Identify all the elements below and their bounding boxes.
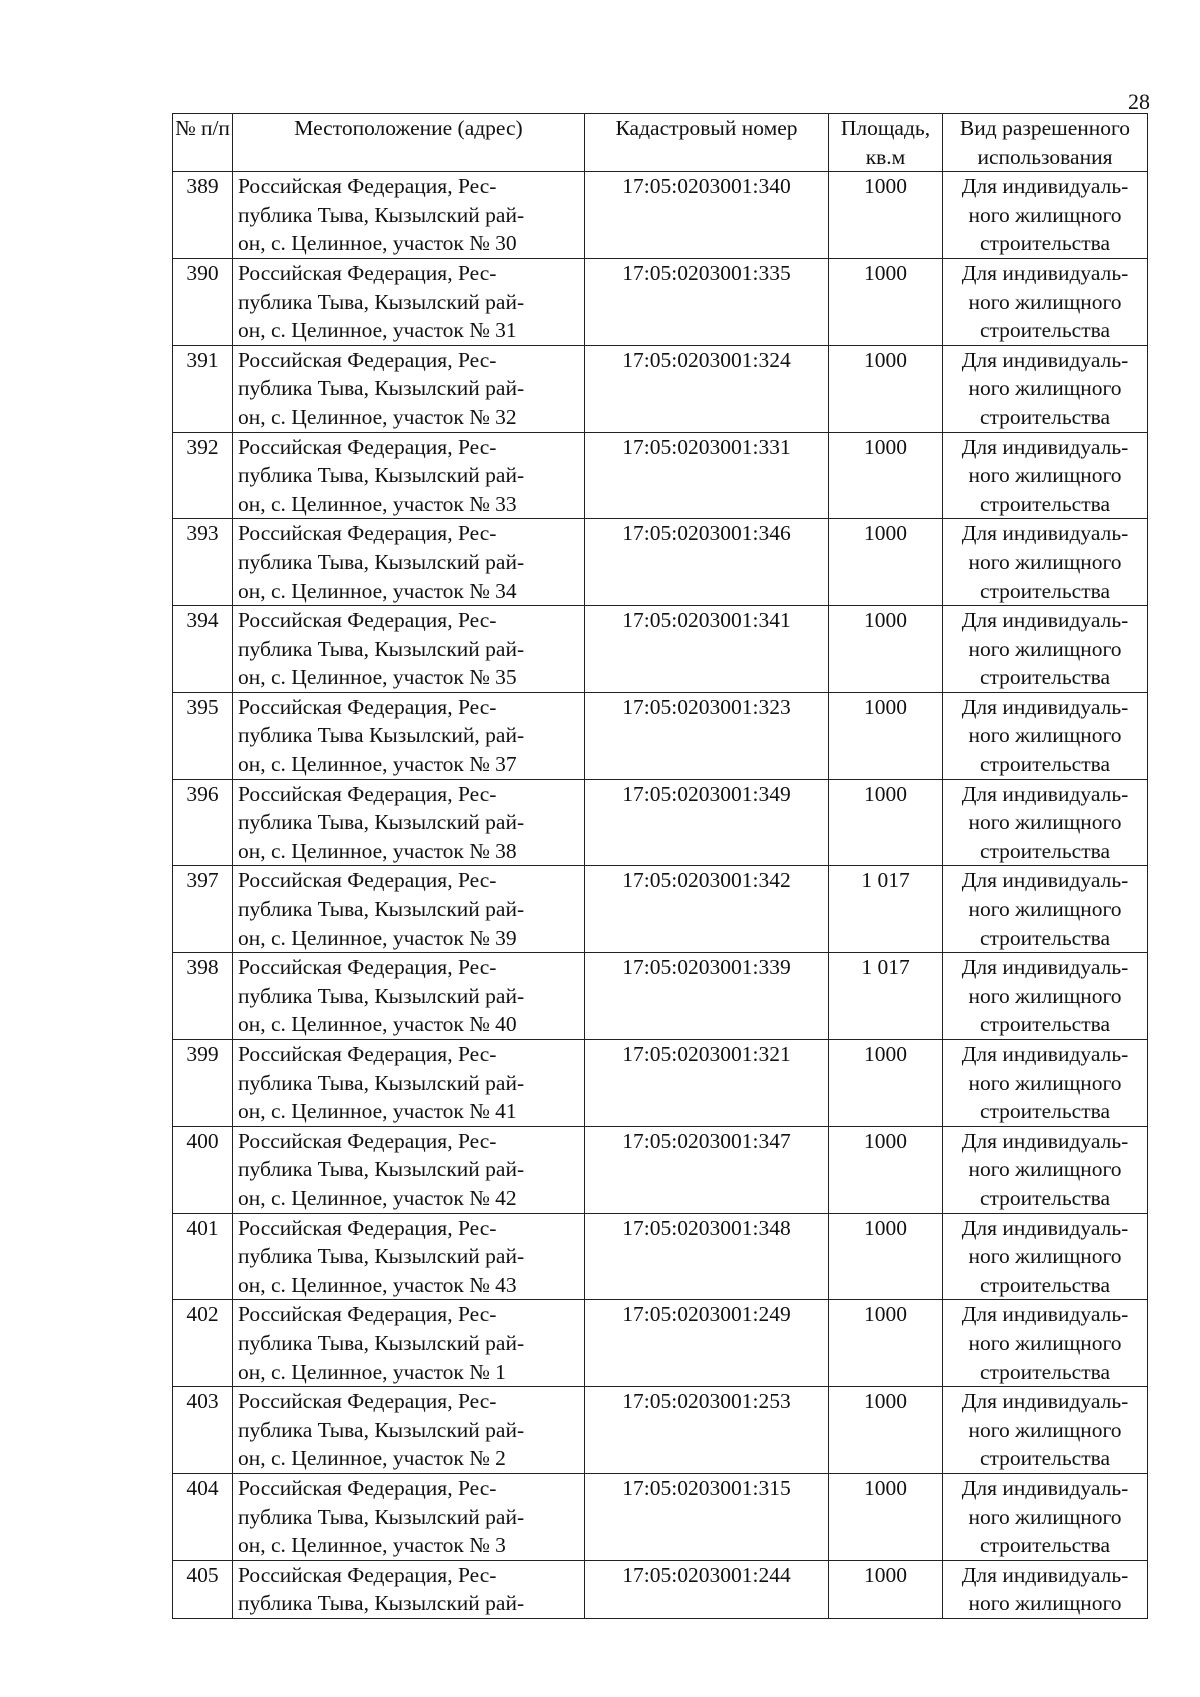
address-line: публика Тыва, Кызылский рай- — [238, 1070, 525, 1095]
address-line: он, с. Целинное, участок № 2 — [238, 1446, 506, 1471]
use-line: ного жилищного — [968, 202, 1122, 227]
header-cadastral-number: Кадастровый номер — [585, 114, 829, 172]
row-permitted-use — [943, 866, 1148, 953]
use-line: строительства — [979, 578, 1111, 603]
use-line: строительства — [979, 838, 1111, 863]
use-line: Для индивидуаль- — [961, 521, 1129, 546]
address-line: Российская Федерация, Рес- — [238, 781, 497, 806]
page-number: 28 — [1128, 89, 1150, 114]
row-number: 402 — [173, 1300, 233, 1387]
table-row — [173, 1473, 1148, 1560]
use-line: ного жилищного — [968, 549, 1122, 574]
use-line: ного жилищного — [968, 1157, 1122, 1182]
use-line: строительства — [979, 1533, 1111, 1558]
row-cadastral-number: 17:05:0203001:335 — [585, 258, 829, 345]
row-cadastral-number: 17:05:0203001:340 — [585, 172, 829, 259]
row-permitted-use — [943, 1213, 1148, 1300]
row-permitted-use — [943, 1473, 1148, 1560]
row-area: 1000 — [829, 1300, 943, 1387]
address-line: Российская Федерация, Рес- — [238, 955, 497, 980]
row-cadastral-number: 17:05:0203001:348 — [585, 1213, 829, 1300]
row-permitted-use — [943, 432, 1148, 519]
use-line: ного жилищного — [968, 1504, 1122, 1529]
row-address — [233, 779, 585, 866]
use-line: Для индивидуаль- — [961, 1128, 1129, 1153]
row-permitted-use — [943, 1126, 1148, 1213]
row-permitted-use — [943, 258, 1148, 345]
row-cadastral-number: 17:05:0203001:346 — [585, 519, 829, 606]
row-cadastral-number: 17:05:0203001:339 — [585, 953, 829, 1040]
row-address — [233, 1300, 585, 1387]
row-number: 400 — [173, 1126, 233, 1213]
address-line: публика Тыва, Кызылский рай- — [238, 202, 525, 227]
use-line: ного жилищного — [968, 636, 1122, 661]
use-line: строительства — [979, 404, 1111, 429]
address-line: он, с. Целинное, участок № 41 — [238, 1099, 517, 1124]
use-line: строительства — [979, 1446, 1111, 1471]
row-permitted-use — [943, 1560, 1148, 1618]
table-row — [173, 1300, 1148, 1387]
row-number: 390 — [173, 258, 233, 345]
row-area: 1000 — [829, 606, 943, 693]
header-area: Площадь, кв.м — [829, 114, 943, 172]
table-row — [173, 258, 1148, 345]
row-cadastral-number: 17:05:0203001:324 — [585, 345, 829, 432]
use-line: строительства — [979, 1272, 1111, 1297]
row-area: 1000 — [829, 1387, 943, 1474]
table-row — [173, 1126, 1148, 1213]
row-address — [233, 345, 585, 432]
use-line: строительства — [979, 752, 1111, 777]
use-line: ного жилищного — [968, 1591, 1122, 1616]
table-row — [173, 606, 1148, 693]
row-address — [233, 258, 585, 345]
address-line: он, с. Целинное, участок № 34 — [238, 578, 517, 603]
row-permitted-use — [943, 779, 1148, 866]
row-number: 403 — [173, 1387, 233, 1474]
address-line: Российская Федерация, Рес- — [238, 434, 497, 459]
row-cadastral-number: 17:05:0203001:321 — [585, 1040, 829, 1127]
row-area: 1000 — [829, 258, 943, 345]
address-line: Российская Федерация, Рес- — [238, 174, 497, 199]
table-row — [173, 692, 1148, 779]
row-cadastral-number: 17:05:0203001:341 — [585, 606, 829, 693]
row-cadastral-number: 17:05:0203001:244 — [585, 1560, 829, 1618]
row-address — [233, 1040, 585, 1127]
address-line: Российская Федерация, Рес- — [238, 1389, 497, 1414]
table-row — [173, 345, 1148, 432]
row-number: 391 — [173, 345, 233, 432]
address-line: публика Тыва, Кызылский рай- — [238, 1244, 525, 1269]
address-line: он, с. Целинное, участок № 30 — [238, 231, 517, 256]
row-area: 1000 — [829, 1213, 943, 1300]
row-number: 404 — [173, 1473, 233, 1560]
row-cadastral-number: 17:05:0203001:315 — [585, 1473, 829, 1560]
table-row — [173, 1560, 1148, 1618]
address-line: публика Тыва, Кызылский рай- — [238, 1157, 525, 1182]
use-line: ного жилищного — [968, 1417, 1122, 1442]
address-line: публика Тыва, Кызылский рай- — [238, 636, 525, 661]
address-line: Российская Федерация, Рес- — [238, 1215, 497, 1240]
row-area: 1000 — [829, 1126, 943, 1213]
address-line: публика Тыва, Кызылский рай- — [238, 897, 525, 922]
address-line: Российская Федерация, Рес- — [238, 868, 497, 893]
header-address: Местоположение (адрес) — [233, 114, 585, 172]
table-row — [173, 779, 1148, 866]
address-line: Российская Федерация, Рес- — [238, 1562, 497, 1587]
address-line: Российская Федерация, Рес- — [238, 1128, 497, 1153]
row-address — [233, 866, 585, 953]
table-row — [173, 953, 1148, 1040]
row-permitted-use — [943, 519, 1148, 606]
row-address — [233, 1473, 585, 1560]
row-number: 393 — [173, 519, 233, 606]
use-line: строительства — [979, 231, 1111, 256]
row-address — [233, 519, 585, 606]
use-line: ного жилищного — [968, 897, 1122, 922]
use-line: Для индивидуаль- — [961, 347, 1129, 372]
row-permitted-use — [943, 953, 1148, 1040]
table-row — [173, 1213, 1148, 1300]
address-line: он, с. Целинное, участок № 40 — [238, 1012, 517, 1037]
land-plots-table — [172, 113, 1148, 1619]
row-area: 1000 — [829, 779, 943, 866]
address-line: Российская Федерация, Рес- — [238, 1042, 497, 1066]
use-line: ного жилищного — [968, 1244, 1122, 1269]
row-area: 1000 — [829, 692, 943, 779]
address-line: публика Тыва, Кызылский рай- — [238, 1330, 525, 1355]
use-line: Для индивидуаль- — [961, 1389, 1129, 1414]
address-line: публика Тыва, Кызылский рай- — [238, 1591, 525, 1616]
row-number: 394 — [173, 606, 233, 693]
row-address — [233, 1560, 585, 1618]
row-address — [233, 432, 585, 519]
address-line: публика Тыва, Кызылский рай- — [238, 289, 525, 314]
row-permitted-use — [943, 692, 1148, 779]
row-permitted-use — [943, 172, 1148, 259]
row-permitted-use — [943, 345, 1148, 432]
header-permitted-use: Вид разрешенного использования — [943, 114, 1148, 172]
row-number: 396 — [173, 779, 233, 866]
row-permitted-use — [943, 1040, 1148, 1127]
table-row — [173, 1040, 1148, 1127]
address-line: публика Тыва, Кызылский рай- — [238, 1417, 525, 1442]
use-line: Для индивидуаль- — [961, 868, 1129, 893]
use-line: ного жилищного — [968, 376, 1122, 401]
use-line: Для индивидуаль- — [961, 174, 1129, 199]
row-permitted-use — [943, 606, 1148, 693]
table-row — [173, 1387, 1148, 1474]
address-line: публика Тыва, Кызылский рай- — [238, 376, 525, 401]
row-area: 1000 — [829, 1560, 943, 1618]
address-line: он, с. Целинное, участок № 38 — [238, 838, 517, 863]
address-line: Российская Федерация, Рес- — [238, 694, 497, 719]
row-number: 389 — [173, 172, 233, 259]
address-line: он, с. Целинное, участок № 1 — [238, 1359, 506, 1384]
use-line: Для индивидуаль- — [961, 608, 1129, 633]
use-line: строительства — [979, 1099, 1111, 1124]
row-address — [233, 606, 585, 693]
use-line: строительства — [979, 665, 1111, 690]
address-line: публика Тыва Кызылский, рай- — [238, 723, 525, 748]
row-address — [233, 172, 585, 259]
address-line: публика Тыва, Кызылский рай- — [238, 983, 525, 1008]
address-line: Российская Федерация, Рес- — [238, 1302, 497, 1327]
row-address — [233, 692, 585, 779]
row-number: 395 — [173, 692, 233, 779]
row-cadastral-number: 17:05:0203001:349 — [585, 779, 829, 866]
row-address — [233, 953, 585, 1040]
address-line: публика Тыва, Кызылский рай- — [238, 810, 525, 835]
row-number: 398 — [173, 953, 233, 1040]
header-number: № п/п — [173, 114, 233, 172]
use-line: ного жилищного — [968, 463, 1122, 488]
address-line: он, с. Целинное, участок № 39 — [238, 925, 517, 950]
address-line: публика Тыва, Кызылский рай- — [238, 1504, 525, 1529]
use-line: Для индивидуаль- — [961, 1215, 1129, 1240]
use-line: строительства — [979, 1359, 1111, 1384]
table-row — [173, 172, 1148, 259]
use-line: ного жилищного — [968, 983, 1122, 1008]
address-line: публика Тыва, Кызылский рай- — [238, 463, 525, 488]
row-area: 1000 — [829, 1473, 943, 1560]
address-line: он, с. Целинное, участок № 43 — [238, 1272, 517, 1297]
row-address — [233, 1213, 585, 1300]
address-line: Российская Федерация, Рес- — [238, 521, 497, 546]
use-line: Для индивидуаль- — [961, 781, 1129, 806]
address-line: он, с. Целинное, участок № 37 — [238, 752, 517, 777]
table-header — [173, 114, 1148, 172]
address-line: он, с. Целинное, участок № 31 — [238, 318, 517, 343]
table-body — [173, 172, 1148, 1619]
use-line: ного жилищного — [968, 289, 1122, 314]
use-line: ного жилищного — [968, 1330, 1122, 1355]
row-number: 397 — [173, 866, 233, 953]
address-line: Российская Федерация, Рес- — [238, 1475, 497, 1500]
row-number: 405 — [173, 1560, 233, 1618]
address-line: Российская Федерация, Рес- — [238, 347, 497, 372]
row-area: 1 017 — [829, 953, 943, 1040]
use-line: Для индивидуаль- — [961, 694, 1129, 719]
use-line: строительства — [979, 318, 1111, 343]
row-area: 1000 — [829, 519, 943, 606]
row-cadastral-number: 17:05:0203001:249 — [585, 1300, 829, 1387]
table-row — [173, 432, 1148, 519]
row-cadastral-number: 17:05:0203001:347 — [585, 1126, 829, 1213]
address-line: он, с. Целинное, участок № 35 — [238, 665, 517, 690]
use-line: Для индивидуаль- — [961, 260, 1129, 285]
table-row — [173, 866, 1148, 953]
use-line: строительства — [979, 925, 1111, 950]
address-line: Российская Федерация, Рес- — [238, 260, 497, 285]
row-area: 1000 — [829, 1040, 943, 1127]
row-number: 392 — [173, 432, 233, 519]
use-line: ного жилищного — [968, 723, 1122, 748]
use-line: Для индивидуаль- — [961, 1562, 1129, 1587]
row-number: 401 — [173, 1213, 233, 1300]
row-area: 1000 — [829, 345, 943, 432]
use-line: ного жилищного — [968, 810, 1122, 835]
row-permitted-use — [943, 1387, 1148, 1474]
row-address — [233, 1126, 585, 1213]
row-permitted-use — [943, 1300, 1148, 1387]
address-line: он, с. Целинное, участок № 42 — [238, 1185, 517, 1210]
row-cadastral-number: 17:05:0203001:342 — [585, 866, 829, 953]
row-address — [233, 1387, 585, 1474]
use-line: строительства — [979, 1185, 1111, 1210]
use-line: ного жилищного — [968, 1070, 1122, 1095]
address-line: он, с. Целинное, участок № 3 — [238, 1533, 506, 1558]
address-line: он, с. Целинное, участок № 32 — [238, 404, 517, 429]
row-cadastral-number: 17:05:0203001:253 — [585, 1387, 829, 1474]
use-line: Для индивидуаль- — [961, 1475, 1129, 1500]
use-line: строительства — [979, 1012, 1111, 1037]
use-line: строительства — [979, 491, 1111, 516]
use-line: Для индивидуаль- — [961, 1042, 1129, 1066]
address-line: Российская Федерация, Рес- — [238, 608, 497, 633]
row-number: 399 — [173, 1040, 233, 1127]
row-area: 1 017 — [829, 866, 943, 953]
address-line: он, с. Целинное, участок № 33 — [238, 491, 517, 516]
use-line: Для индивидуаль- — [961, 1302, 1129, 1327]
address-line: публика Тыва, Кызылский рай- — [238, 549, 525, 574]
table-row — [173, 519, 1148, 606]
row-area: 1000 — [829, 172, 943, 259]
row-cadastral-number: 17:05:0203001:323 — [585, 692, 829, 779]
use-line: Для индивидуаль- — [961, 955, 1129, 980]
use-line: Для индивидуаль- — [961, 434, 1129, 459]
row-area: 1000 — [829, 432, 943, 519]
row-cadastral-number: 17:05:0203001:331 — [585, 432, 829, 519]
